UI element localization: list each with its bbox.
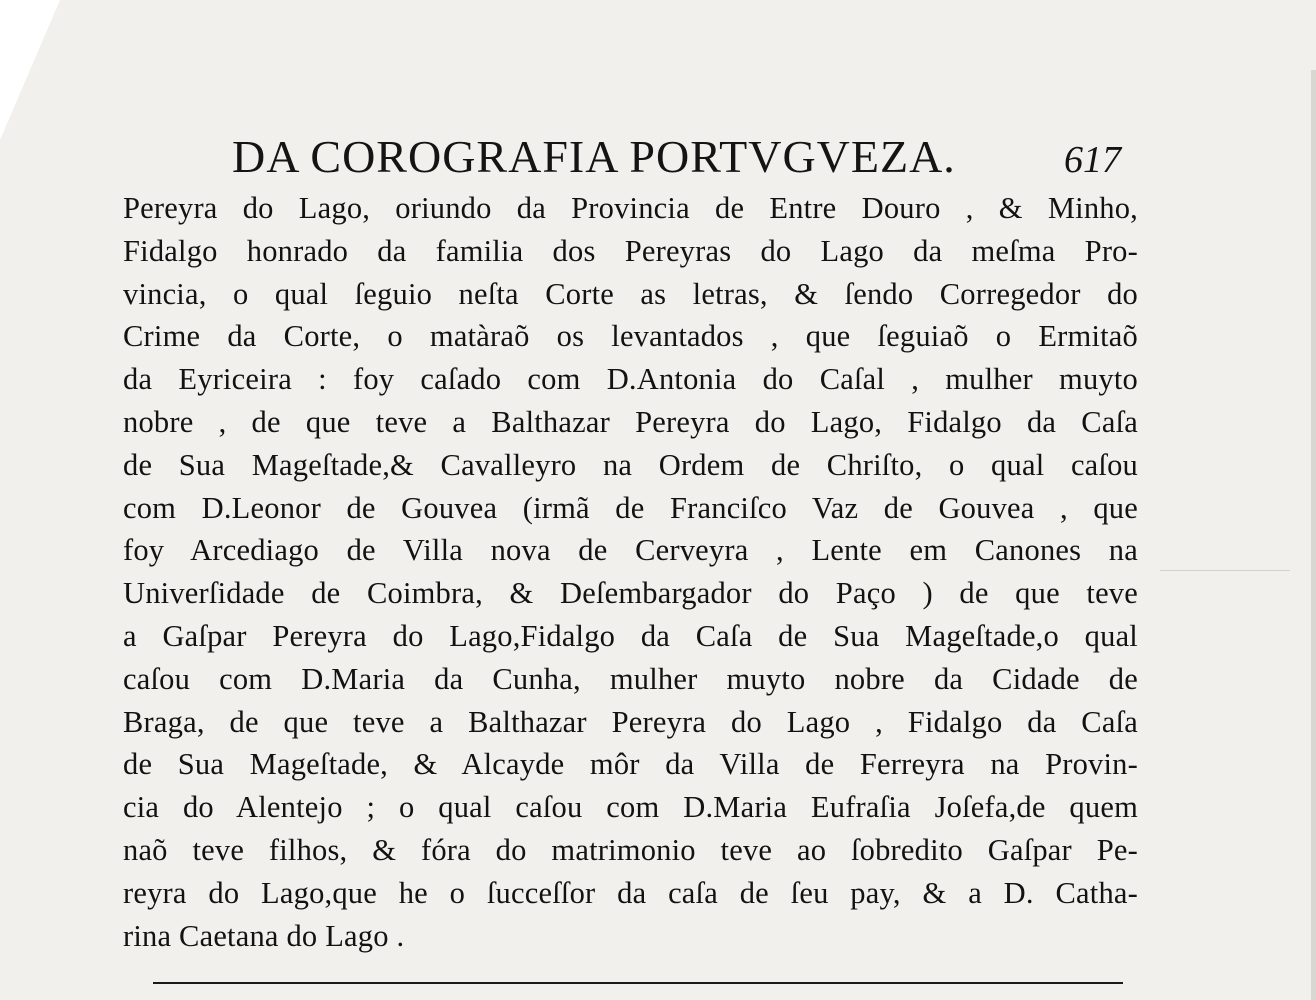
running-title: DA COROGRAFIA PORTVGVEZA. bbox=[232, 131, 956, 182]
text-line: Univerſidade de Coimbra, & Deſembargador do Paço ) de que teve bbox=[123, 576, 1138, 611]
footer-rule bbox=[153, 982, 1123, 984]
text-line: a Gaſpar Pereyra do Lago,Fidalgo da Caſa de Sua Mageſtade,o qual bbox=[123, 618, 1138, 653]
text-line: caſou com D.Maria da Cunha, mulher muyto nobre da Cidade de bbox=[123, 661, 1138, 696]
text-line: de Sua Mageſtade,& Cavalleyro na Ordem de Chriſto, o qual caſou bbox=[123, 447, 1138, 482]
text-line: cia do Alentejo ; o qual caſou com D.Maria Eufraſia Joſefa,de quem bbox=[123, 790, 1138, 825]
text-line: vincia, o qual ſeguio neſta Corte as letras, & ſendo Corregedor do bbox=[123, 276, 1138, 311]
page-number: 617 bbox=[1064, 139, 1121, 181]
text-line: naõ teve filhos, & fóra do matrimonio teve ao ſobredito Gaſpar Pe- bbox=[123, 832, 1138, 867]
text-line: Fidalgo honrado da familia dos Pereyras do Lago da meſma Pro- bbox=[123, 233, 1138, 268]
text-line: Braga, de que teve a Balthazar Pereyra do Lago , Fidalgo da Caſa bbox=[123, 704, 1138, 739]
bleed-through-rule bbox=[1160, 570, 1290, 571]
text-line: nobre , de que teve a Balthazar Pereyra do Lago, Fidalgo da Caſa bbox=[123, 404, 1138, 439]
page-header bbox=[232, 130, 1142, 190]
text-line: foy Arcediago de Villa nova de Cerveyra , Lente em Canones na bbox=[123, 533, 1138, 568]
page-edge bbox=[1311, 70, 1316, 1000]
text-line: Crime da Corte, o matàraõ os levantados , que ſeguiaõ o Ermitaõ bbox=[123, 319, 1138, 354]
text-line: Pereyra do Lago, oriundo da Provincia de Entre Douro , & Minho, bbox=[123, 191, 1138, 225]
body-paragraph bbox=[123, 187, 1138, 957]
text-line: com D.Leonor de Gouvea (irmã de Franciſco Vaz de Gouvea , que bbox=[123, 490, 1138, 525]
text-line: reyra do Lago,que he o ſucceſſor da caſa de ſeu pay, & a D. Catha- bbox=[123, 875, 1138, 910]
folded-corner bbox=[0, 0, 60, 140]
text-line: da Eyriceira : foy caſado com D.Antonia do Caſal , mulher muyto bbox=[123, 362, 1138, 397]
text-line: rina Caetana do Lago . bbox=[123, 918, 405, 953]
text-line: de Sua Mageſtade, & Alcayde môr da Villa de Ferreyra na Provin- bbox=[123, 747, 1138, 782]
